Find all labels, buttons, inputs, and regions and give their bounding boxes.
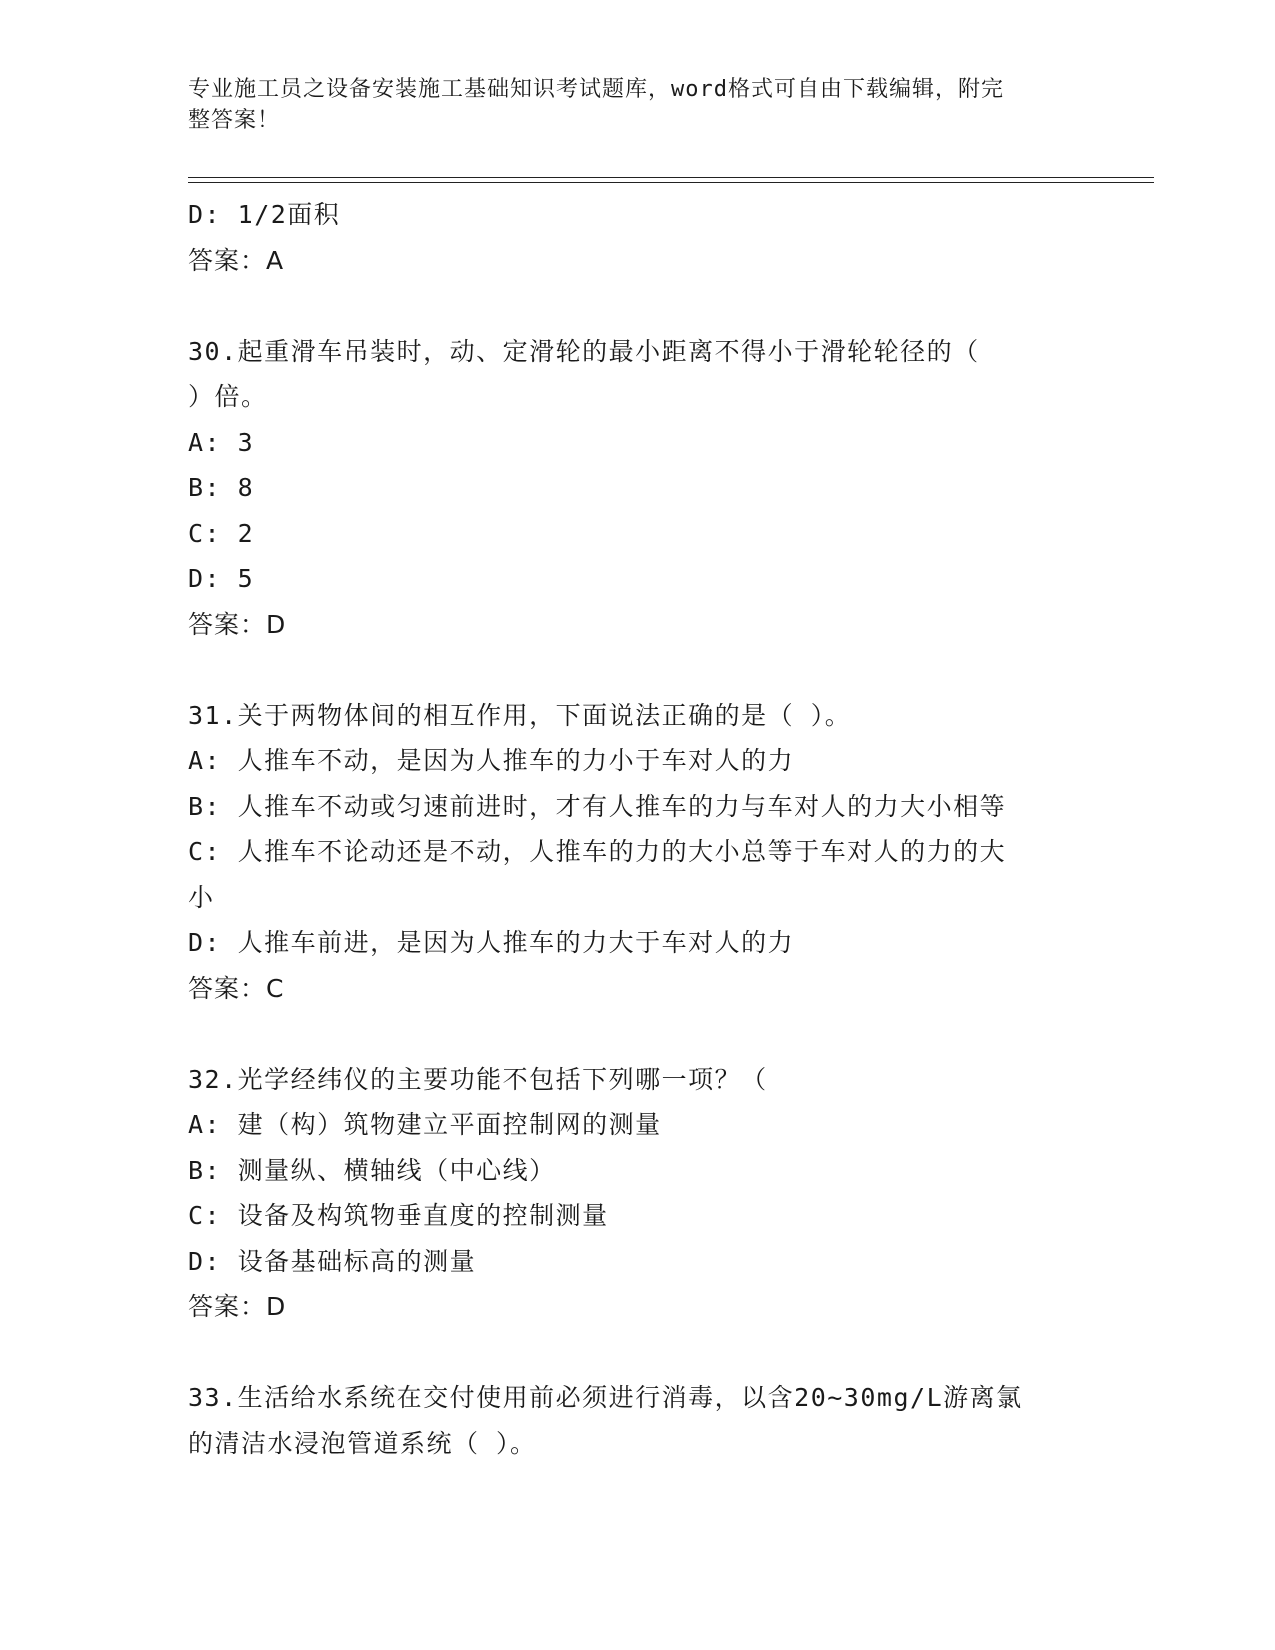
q31-option-c-line-1: C: 人推车不论动还是不动，人推车的力的大小总等于车对人的力的大 [188,837,1007,866]
q30-option-a: A: 3 [188,427,255,457]
q33-stem-line-2: 的清洁水浸泡管道系统（ ）。 [188,1428,537,1458]
q30-option-d: D: 5 [188,564,255,593]
question-30 [188,329,1088,648]
question-32 [188,1057,1088,1330]
question-31 [188,693,1088,1012]
q31-option-b: B: 人推车不动或匀速前进时，才有人推车的力与车对人的力大小相等 [188,791,1007,821]
header-divider-top [188,177,1154,178]
q32-stem: 32.光学经纬仪的主要功能不包括下列哪一项？（ [188,1064,768,1094]
q32-option-c: C: 设备及构筑物垂直度的控制测量 [188,1201,609,1230]
q32-option-b: B: 测量纵、横轴线（中心线） [188,1155,556,1185]
q29-answer: 答案：A [188,245,285,275]
header-line-2: 整答案！ [188,108,281,133]
q31-option-c-line-2: 小 [188,882,215,912]
q29-option-d: D: 1/2面积 [188,200,341,229]
spacer [188,283,1088,329]
spacer [188,1011,1088,1057]
q32-answer: 答案：D [188,1292,287,1321]
question-33 [188,1375,1088,1466]
q32-option-a: A: 建（构）筑物建立平面控制网的测量 [188,1110,662,1139]
spacer [188,1330,1088,1376]
q30-option-b: B: 8 [188,473,255,502]
spacer [188,647,1088,693]
question-content [188,192,1088,1466]
header-divider-bottom [188,182,1154,183]
q31-answer: 答案：C [188,973,285,1003]
q31-stem: 31.关于两物体间的相互作用，下面说法正确的是（ ）。 [188,700,852,730]
q32-option-d: D: 设备基础标高的测量 [188,1246,477,1276]
q31-option-d: D: 人推车前进，是因为人推车的力大于车对人的力 [188,928,795,957]
q30-stem-line-2: ）倍。 [188,382,268,411]
q30-answer: 答案：D [188,609,287,639]
q30-option-c: C: 2 [188,518,255,548]
q31-option-a: A: 人推车不动，是因为人推车的力小于车对人的力 [188,746,795,775]
question-29-tail [188,192,1088,283]
header-line-1: 专业施工员之设备安装施工基础知识考试题库，word格式可自由下载编辑，附完 [188,77,1004,102]
document-header [188,74,1068,136]
q30-stem-line-1: 30.起重滑车吊装时，动、定滑轮的最小距离不得小于滑轮轮径的（ [188,336,980,366]
q33-stem-line-1: 33.生活给水系统在交付使用前必须进行消毒，以含20~30mg/L游离氯 [188,1383,1023,1412]
